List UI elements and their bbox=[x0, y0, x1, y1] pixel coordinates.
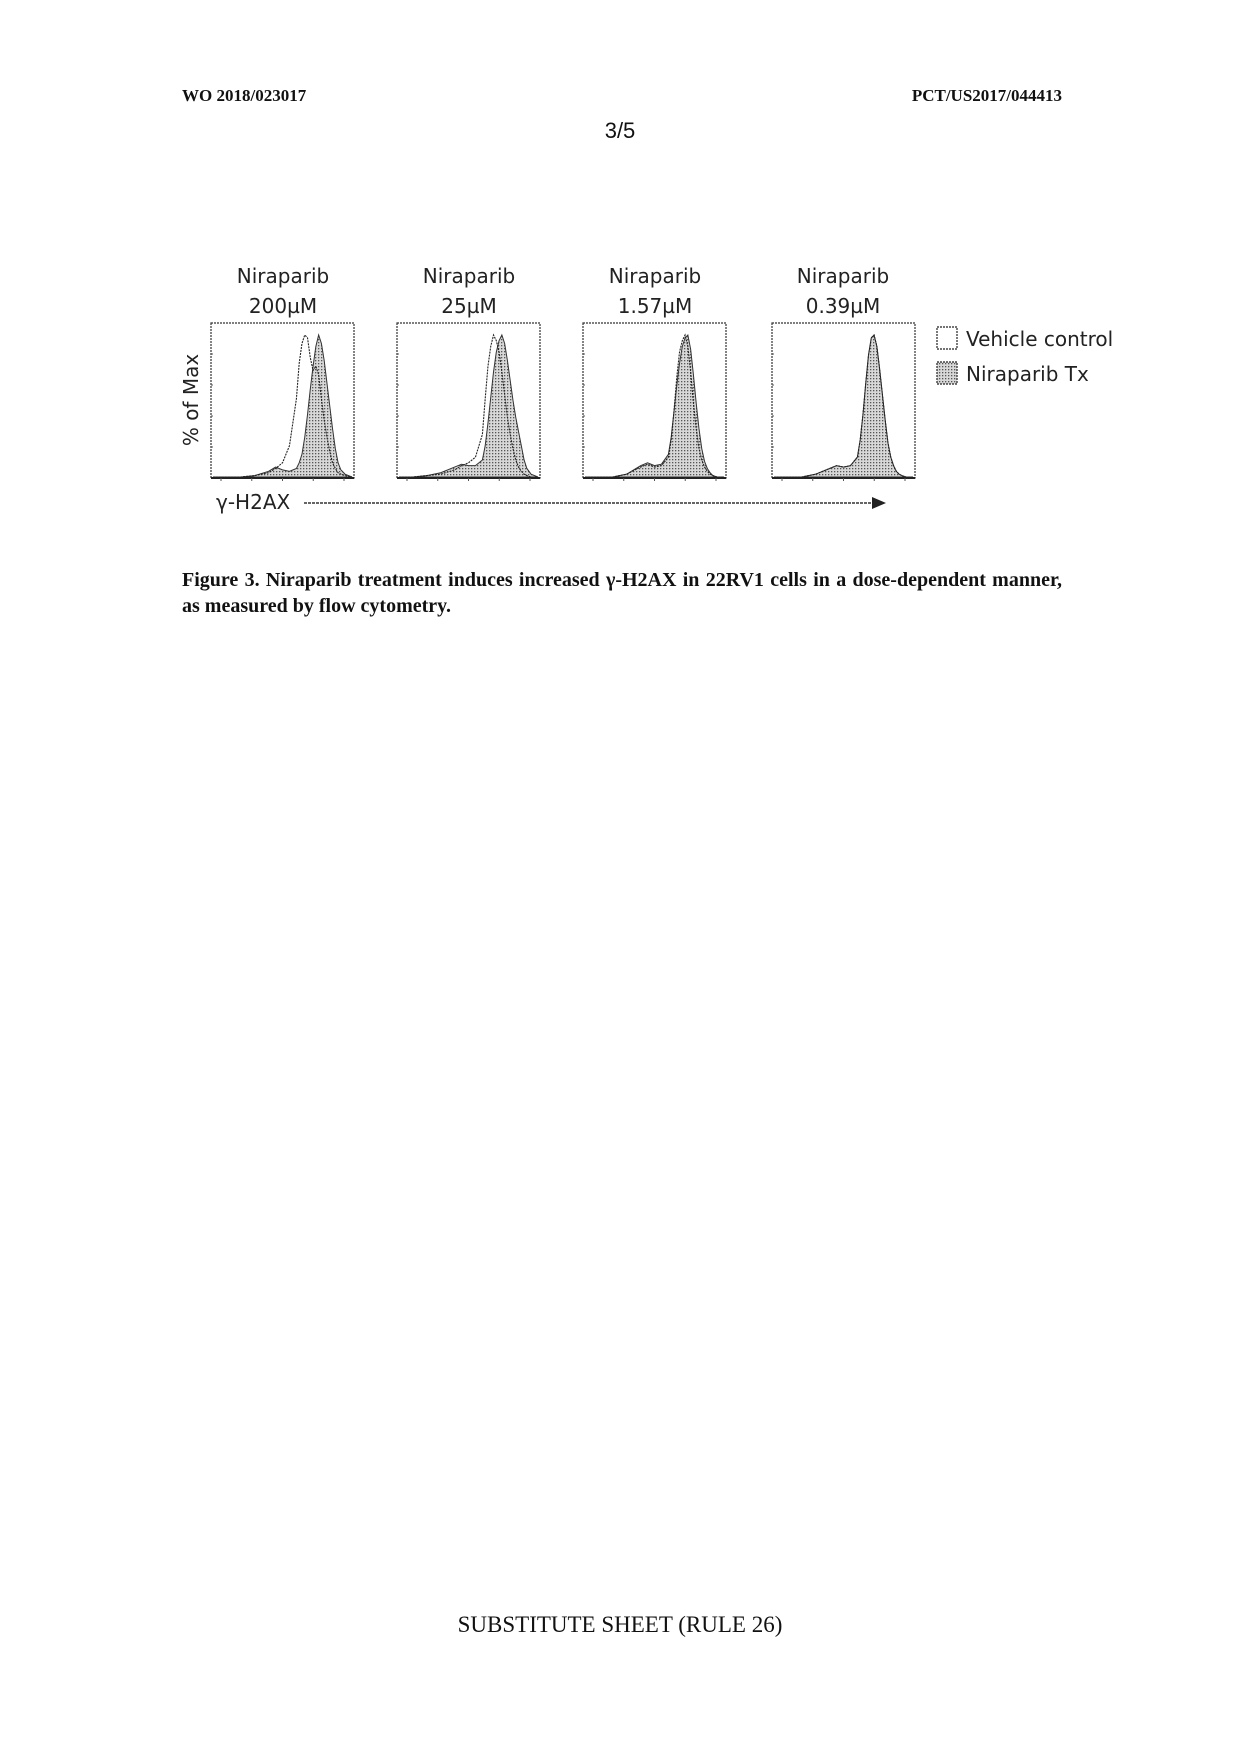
x-axis-arrowhead bbox=[872, 497, 886, 509]
legend-label-vehicle-control: Vehicle control bbox=[966, 327, 1114, 351]
panel-2-title-line2: 25µM bbox=[441, 294, 497, 318]
panel-2-title-line1: Niraparib bbox=[422, 264, 516, 288]
flow-cytometry-figure bbox=[0, 0, 1240, 560]
application-number: PCT/US2017/044413 bbox=[911, 86, 1062, 105]
legend bbox=[937, 327, 1113, 386]
panel-frame bbox=[583, 323, 726, 478]
panel-4-title-line2: 0.39µM bbox=[805, 294, 881, 318]
histogram-panel-4 bbox=[772, 323, 915, 481]
histogram-panel-1 bbox=[211, 323, 354, 481]
footer-text: SUBSTITUTE SHEET (RULE 26) bbox=[457, 1612, 783, 1637]
panel-frame bbox=[772, 323, 915, 478]
legend-swatch-niraparib-tx bbox=[937, 362, 957, 384]
panel-4-title-line1: Niraparib bbox=[796, 264, 890, 288]
panel-3-title-line1: Niraparib bbox=[608, 264, 702, 288]
panel-1-title-line1: Niraparib bbox=[236, 264, 330, 288]
histogram-panel-2 bbox=[397, 323, 540, 481]
figure-caption: Figure 3. Niraparib treatment induces increased γ-H2AX in 22RV1 cells in a dose-dependent manner, as measured by flow cytometry. bbox=[182, 569, 1062, 617]
panel-3-title-line2: 1.57µM bbox=[617, 294, 693, 318]
panel-1-title-line2: 200µM bbox=[248, 294, 318, 318]
histogram-panels bbox=[211, 323, 915, 481]
legend-swatch-vehicle-control bbox=[937, 327, 957, 349]
panel-titles bbox=[237, 264, 889, 318]
page-number: 3/5 bbox=[604, 118, 636, 143]
legend-label-niraparib-tx: Niraparib Tx bbox=[966, 362, 1089, 386]
histogram-panel-3 bbox=[583, 323, 726, 481]
y-axis-label: % of Max bbox=[179, 353, 203, 447]
x-axis-label: γ-H2AX bbox=[216, 490, 291, 514]
publication-number: WO 2018/023017 bbox=[182, 86, 307, 105]
